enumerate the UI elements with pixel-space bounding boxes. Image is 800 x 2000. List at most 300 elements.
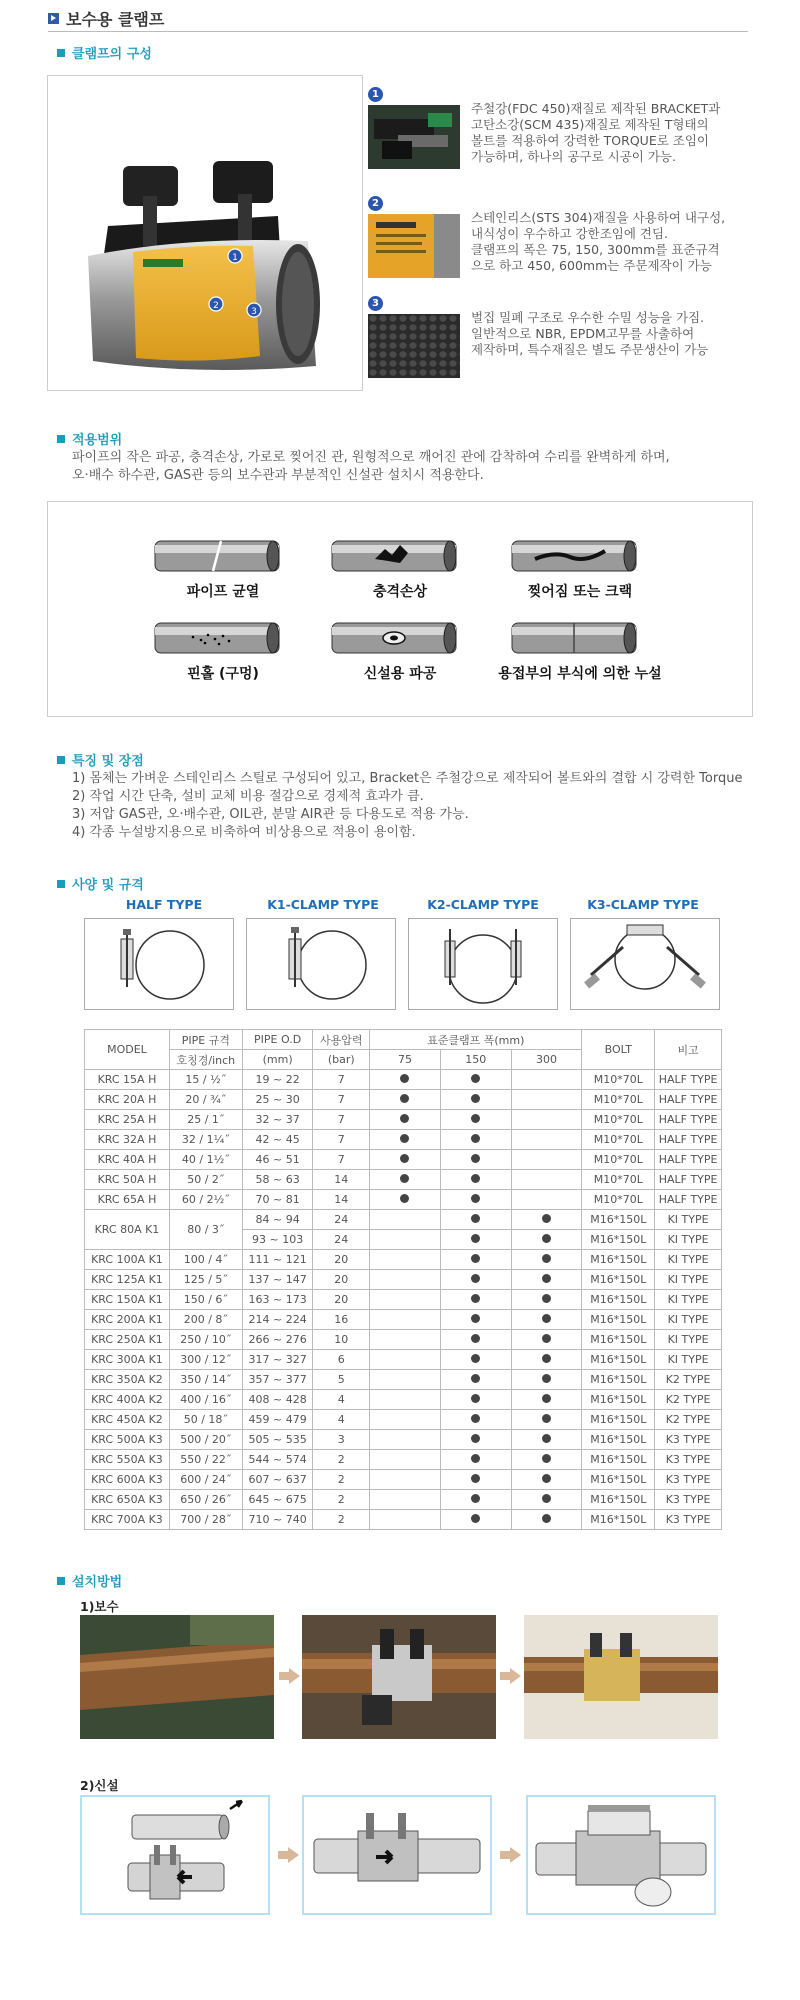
cell-bolt: M16*150L <box>582 1410 655 1430</box>
half-type-diagram <box>84 918 234 1010</box>
composition-item-3 <box>368 296 788 366</box>
table-row <box>85 1190 722 1210</box>
cell-bolt: M16*150L <box>582 1370 655 1390</box>
cell-w75 <box>370 1190 441 1210</box>
type-label-k2: K2-CLAMP TYPE <box>427 897 539 912</box>
cell-w150 <box>440 1210 511 1230</box>
cell-model: KRC 25A H <box>85 1110 170 1130</box>
scope-item-new-tap <box>305 619 495 689</box>
availability-dot-icon <box>471 1154 480 1163</box>
cell-pressure: 7 <box>313 1130 370 1150</box>
composition-item-1 <box>368 87 788 164</box>
cell-note: HALF TYPE <box>655 1090 722 1110</box>
cell-w300 <box>511 1130 582 1150</box>
cell-w300 <box>511 1190 582 1210</box>
cell-pipe-spec: 150 / 6˝ <box>169 1290 242 1310</box>
feature-item-4: 4) 각종 누설방지용으로 비축하여 비상용으로 적용이 용이함. <box>72 825 416 840</box>
cell-w300 <box>511 1390 582 1410</box>
cell-pressure: 7 <box>313 1070 370 1090</box>
cell-pipe-od: 42 ~ 45 <box>242 1130 313 1150</box>
table-row <box>85 1110 722 1130</box>
cell-w300 <box>511 1330 582 1350</box>
step-arrow-icon <box>510 1668 521 1684</box>
cell-pipe-od: 137 ~ 147 <box>242 1270 313 1290</box>
availability-dot-icon <box>542 1414 551 1423</box>
cell-w300 <box>511 1090 582 1110</box>
cell-note: KI TYPE <box>655 1270 722 1290</box>
spec-table <box>84 1029 722 1530</box>
cell-w150 <box>440 1110 511 1130</box>
cell-pipe-spec: 60 / 2½˝ <box>169 1190 242 1210</box>
feature-item-1: 1) 몸체는 가벼운 스테인리스 스틸로 구성되어 있고, Bracket은 주철강으로 제작되어 볼트와의 결합 시 강력한 Torque <box>72 771 743 786</box>
cell-pipe-spec: 100 / 4˝ <box>169 1250 242 1270</box>
cell-model: KRC 250A K1 <box>85 1330 170 1350</box>
k2-type-diagram <box>408 918 558 1010</box>
step-arrow-icon <box>289 1668 300 1684</box>
cell-pipe-od: 93 ~ 103 <box>242 1230 313 1250</box>
availability-dot-icon <box>400 1174 409 1183</box>
cell-w300 <box>511 1290 582 1310</box>
number-badge-1: 1 <box>368 87 383 102</box>
cell-w300 <box>511 1310 582 1330</box>
cell-w150 <box>440 1330 511 1350</box>
cell-bolt: M16*150L <box>582 1390 655 1410</box>
cell-model: KRC 50A H <box>85 1170 170 1190</box>
cell-pipe-od: 408 ~ 428 <box>242 1390 313 1410</box>
cell-pressure: 14 <box>313 1170 370 1190</box>
clamp-product-image <box>48 76 362 390</box>
pipe-crack-icon <box>153 537 283 575</box>
scope-intro: 파이프의 작은 파공, 충격손상, 가로로 찢어진 관, 원형적으로 깨어진 관에 감착하여 수리를 완벽하게 하며, 오·배수 하수관, GAS관 등의 보수관과 부분적인 신설관 설치시 적용한다. <box>72 450 670 483</box>
new-install-diagram-1 <box>80 1795 270 1915</box>
cell-note: HALF TYPE <box>655 1110 722 1130</box>
cell-model: KRC 100A K1 <box>85 1250 170 1270</box>
availability-dot-icon <box>471 1314 480 1323</box>
availability-dot-icon <box>471 1414 480 1423</box>
availability-dot-icon <box>471 1334 480 1343</box>
col-model: MODEL <box>85 1030 170 1070</box>
cell-model: KRC 600A K3 <box>85 1470 170 1490</box>
cell-w75 <box>370 1170 441 1190</box>
scope-label: 파이프 균열 <box>186 584 260 600</box>
cell-pressure: 4 <box>313 1390 370 1410</box>
scope-label: 찢어짐 또는 크랙 <box>527 584 633 600</box>
availability-dot-icon <box>542 1474 551 1483</box>
cell-pipe-spec: 50 / 18˝ <box>169 1410 242 1430</box>
cell-pipe-od: 459 ~ 479 <box>242 1410 313 1430</box>
availability-dot-icon <box>542 1454 551 1463</box>
cell-w150 <box>440 1450 511 1470</box>
cell-pipe-spec: 700 / 28˝ <box>169 1510 242 1530</box>
cell-w150 <box>440 1510 511 1530</box>
marker-1: 1 <box>232 253 238 263</box>
cell-w150 <box>440 1410 511 1430</box>
col-width: 표준클램프 폭(mm) <box>370 1030 582 1050</box>
repair-photo-3 <box>524 1615 718 1739</box>
cell-w300 <box>511 1270 582 1290</box>
section-title-install: 설치방법 <box>57 1571 122 1590</box>
availability-dot-icon <box>471 1294 480 1303</box>
step-label-new: 2)신설 <box>80 1778 119 1793</box>
cell-pressure: 4 <box>313 1410 370 1430</box>
table-row <box>85 1390 722 1410</box>
cell-pressure: 20 <box>313 1270 370 1290</box>
repair-photo-2 <box>302 1615 496 1739</box>
cell-note: KI TYPE <box>655 1350 722 1370</box>
section-square-icon <box>57 1577 65 1585</box>
cell-model: KRC 500A K3 <box>85 1430 170 1450</box>
cell-note: KI TYPE <box>655 1230 722 1250</box>
cell-pressure: 24 <box>313 1210 370 1230</box>
cell-w75 <box>370 1130 441 1150</box>
cell-w75 <box>370 1390 441 1410</box>
cell-w300 <box>511 1250 582 1270</box>
cell-w150 <box>440 1270 511 1290</box>
number-badge-2: 2 <box>368 196 383 211</box>
cell-bolt: M10*70L <box>582 1110 655 1130</box>
cell-w150 <box>440 1150 511 1170</box>
cell-bolt: M16*150L <box>582 1290 655 1310</box>
cell-pressure: 10 <box>313 1330 370 1350</box>
number-badge-3: 3 <box>368 296 383 311</box>
availability-dot-icon <box>400 1154 409 1163</box>
title-bullet-icon <box>48 13 59 24</box>
col-pipe-od-sub: (mm) <box>242 1050 313 1070</box>
cell-bolt: M10*70L <box>582 1070 655 1090</box>
cell-note: K3 TYPE <box>655 1450 722 1470</box>
cell-pipe-spec: 125 / 5˝ <box>169 1270 242 1290</box>
cell-pipe-od: 163 ~ 173 <box>242 1290 313 1310</box>
cell-model: KRC 40A H <box>85 1150 170 1170</box>
page-header <box>48 6 748 32</box>
cell-model: KRC 150A K1 <box>85 1290 170 1310</box>
cell-pipe-od: 58 ~ 63 <box>242 1170 313 1190</box>
cell-pipe-spec: 50 / 2˝ <box>169 1170 242 1190</box>
cell-bolt: M16*150L <box>582 1230 655 1250</box>
step-arrow-icon <box>510 1847 521 1863</box>
col-pipe-od: PIPE O.D <box>242 1030 313 1050</box>
cell-w75 <box>370 1350 441 1370</box>
cell-w75 <box>370 1090 441 1110</box>
availability-dot-icon <box>471 1354 480 1363</box>
cell-model: KRC 32A H <box>85 1130 170 1150</box>
cell-note: KI TYPE <box>655 1330 722 1350</box>
cell-note: KI TYPE <box>655 1210 722 1230</box>
availability-dot-icon <box>471 1374 480 1383</box>
step-label-repair: 1)보수 <box>80 1599 119 1614</box>
k3-type-diagram <box>570 918 720 1010</box>
cell-bolt: M10*70L <box>582 1150 655 1170</box>
cell-w150 <box>440 1130 511 1150</box>
cell-w300 <box>511 1410 582 1430</box>
table-row <box>85 1370 722 1390</box>
availability-dot-icon <box>471 1254 480 1263</box>
availability-dot-icon <box>542 1254 551 1263</box>
availability-dot-icon <box>400 1114 409 1123</box>
cell-pipe-spec: 40 / 1½˝ <box>169 1150 242 1170</box>
table-row <box>85 1470 722 1490</box>
cell-w300 <box>511 1510 582 1530</box>
scope-item-tear <box>485 537 675 607</box>
availability-dot-icon <box>471 1194 480 1203</box>
cell-pipe-spec: 300 / 12˝ <box>169 1350 242 1370</box>
new-install-diagram-2 <box>302 1795 492 1915</box>
availability-dot-icon <box>542 1494 551 1503</box>
cell-model: KRC 80A K1 <box>85 1210 170 1250</box>
table-row <box>85 1330 722 1350</box>
availability-dot-icon <box>542 1374 551 1383</box>
cell-note: HALF TYPE <box>655 1190 722 1210</box>
availability-dot-icon <box>400 1134 409 1143</box>
page-title: 보수용 클램프 <box>66 10 165 29</box>
availability-dot-icon <box>542 1294 551 1303</box>
k1-type-diagram <box>246 918 396 1010</box>
cell-note: HALF TYPE <box>655 1150 722 1170</box>
cell-w150 <box>440 1190 511 1210</box>
section-title-composition: 클램프의 구성 <box>57 43 152 62</box>
availability-dot-icon <box>542 1394 551 1403</box>
availability-dot-icon <box>471 1114 480 1123</box>
cell-pipe-spec: 200 / 8˝ <box>169 1310 242 1330</box>
cell-note: KI TYPE <box>655 1290 722 1310</box>
cell-pipe-od: 32 ~ 37 <box>242 1110 313 1130</box>
cell-w75 <box>370 1510 441 1530</box>
cell-w75 <box>370 1290 441 1310</box>
availability-dot-icon <box>400 1194 409 1203</box>
cell-pressure: 14 <box>313 1190 370 1210</box>
col-note: 비고 <box>655 1030 722 1070</box>
cell-w300 <box>511 1150 582 1170</box>
col-pipe-spec: PIPE 규격 <box>169 1030 242 1050</box>
col-w75: 75 <box>370 1050 441 1070</box>
cell-pressure: 2 <box>313 1510 370 1530</box>
availability-dot-icon <box>400 1094 409 1103</box>
cell-w75 <box>370 1150 441 1170</box>
cell-w300 <box>511 1430 582 1450</box>
availability-dot-icon <box>471 1474 480 1483</box>
cell-w150 <box>440 1370 511 1390</box>
cell-w75 <box>370 1450 441 1470</box>
availability-dot-icon <box>542 1434 551 1443</box>
marker-3: 3 <box>251 307 257 317</box>
table-row <box>85 1290 722 1310</box>
type-label-k3: K3-CLAMP TYPE <box>587 897 699 912</box>
availability-dot-icon <box>471 1174 480 1183</box>
col-w300: 300 <box>511 1050 582 1070</box>
cell-pipe-od: 25 ~ 30 <box>242 1090 313 1110</box>
cell-w150 <box>440 1470 511 1490</box>
cell-pipe-od: 19 ~ 22 <box>242 1070 313 1090</box>
cell-pipe-spec: 15 / ½˝ <box>169 1070 242 1090</box>
cell-pressure: 2 <box>313 1470 370 1490</box>
availability-dot-icon <box>471 1434 480 1443</box>
section-square-icon <box>57 435 65 443</box>
cell-model: KRC 200A K1 <box>85 1310 170 1330</box>
cell-pipe-od: 111 ~ 121 <box>242 1250 313 1270</box>
col-pipe-spec-sub: 호칭경/inch <box>169 1050 242 1070</box>
cell-model: KRC 125A K1 <box>85 1270 170 1290</box>
cell-w75 <box>370 1430 441 1450</box>
col-w150: 150 <box>440 1050 511 1070</box>
cell-pressure: 7 <box>313 1150 370 1170</box>
cell-w75 <box>370 1470 441 1490</box>
cell-w150 <box>440 1310 511 1330</box>
cell-w300 <box>511 1070 582 1090</box>
cell-pipe-spec: 80 / 3˝ <box>169 1210 242 1250</box>
pipe-weld-icon <box>510 619 640 657</box>
scope-item-weld-leak <box>485 619 675 689</box>
availability-dot-icon <box>471 1234 480 1243</box>
table-row <box>85 1450 722 1470</box>
pipe-tear-icon <box>510 537 640 575</box>
cell-model: KRC 450A K2 <box>85 1410 170 1430</box>
cell-w75 <box>370 1370 441 1390</box>
cell-pipe-spec: 32 / 1¼˝ <box>169 1130 242 1150</box>
cell-w300 <box>511 1350 582 1370</box>
cell-pressure: 5 <box>313 1370 370 1390</box>
composition-text-2: 스테인리스(STS 304)재질을 사용하여 내구성, 내식성이 우수하고 강한조임에 견딤. 클램프의 폭은 75, 150, 300mm를 표준규격 으로 하고 450, 600mm는 주문제작이 가능 <box>471 210 726 273</box>
section-square-icon <box>57 756 65 764</box>
section-title-features: 특징 및 장점 <box>57 750 144 769</box>
cell-w150 <box>440 1070 511 1090</box>
cell-bolt: M16*150L <box>582 1310 655 1330</box>
cell-w150 <box>440 1170 511 1190</box>
section-title-specs: 사양 및 규격 <box>57 874 144 893</box>
availability-dot-icon <box>471 1394 480 1403</box>
cell-w75 <box>370 1270 441 1290</box>
availability-dot-icon <box>542 1234 551 1243</box>
cell-bolt: M16*150L <box>582 1450 655 1470</box>
bracket-thumbnail <box>368 105 460 169</box>
scope-label: 신설용 파공 <box>363 666 437 682</box>
composition-item-2 <box>368 196 788 273</box>
table-row <box>85 1210 722 1230</box>
cell-pipe-od: 645 ~ 675 <box>242 1490 313 1510</box>
availability-dot-icon <box>471 1454 480 1463</box>
cell-w150 <box>440 1090 511 1110</box>
scope-label: 핀홀 (구멍) <box>187 666 259 682</box>
cell-w150 <box>440 1390 511 1410</box>
table-row <box>85 1510 722 1530</box>
availability-dot-icon <box>471 1274 480 1283</box>
cell-bolt: M10*70L <box>582 1170 655 1190</box>
availability-dot-icon <box>542 1354 551 1363</box>
cell-note: K2 TYPE <box>655 1410 722 1430</box>
table-row <box>85 1350 722 1370</box>
cell-w150 <box>440 1290 511 1310</box>
cell-note: K3 TYPE <box>655 1470 722 1490</box>
cell-pipe-od: 544 ~ 574 <box>242 1450 313 1470</box>
cell-pressure: 16 <box>313 1310 370 1330</box>
table-row <box>85 1270 722 1290</box>
cell-note: HALF TYPE <box>655 1130 722 1150</box>
table-row <box>85 1490 722 1510</box>
cell-pipe-spec: 25 / 1˝ <box>169 1110 242 1130</box>
cell-model: KRC 65A H <box>85 1190 170 1210</box>
table-row <box>85 1430 722 1450</box>
cell-w75 <box>370 1110 441 1130</box>
cell-w75 <box>370 1210 441 1230</box>
cell-pressure: 24 <box>313 1230 370 1250</box>
cell-pipe-od: 607 ~ 637 <box>242 1470 313 1490</box>
cell-w150 <box>440 1490 511 1510</box>
availability-dot-icon <box>471 1494 480 1503</box>
scope-label: 충격손상 <box>372 584 428 600</box>
cell-pressure: 2 <box>313 1450 370 1470</box>
cell-w150 <box>440 1230 511 1250</box>
pipe-pinhole-icon <box>153 619 283 657</box>
cell-w150 <box>440 1430 511 1450</box>
table-row <box>85 1410 722 1430</box>
cell-w300 <box>511 1370 582 1390</box>
feature-item-2: 2) 작업 시간 단축, 설비 교체 비용 절감으로 경제적 효과가 큼. <box>72 789 424 804</box>
scope-illustration-box <box>47 501 753 717</box>
availability-dot-icon <box>542 1274 551 1283</box>
cell-pipe-spec: 350 / 14˝ <box>169 1370 242 1390</box>
cell-model: KRC 700A K3 <box>85 1510 170 1530</box>
step-arrow-icon <box>288 1847 299 1863</box>
cell-bolt: M16*150L <box>582 1430 655 1450</box>
marker-2: 2 <box>213 301 219 311</box>
cell-note: KI TYPE <box>655 1310 722 1330</box>
cell-pipe-spec: 650 / 26˝ <box>169 1490 242 1510</box>
cell-model: KRC 400A K2 <box>85 1390 170 1410</box>
cell-w300 <box>511 1490 582 1510</box>
cell-bolt: M16*150L <box>582 1270 655 1290</box>
cell-w300 <box>511 1210 582 1230</box>
cell-w300 <box>511 1110 582 1130</box>
cell-pipe-od: 505 ~ 535 <box>242 1430 313 1450</box>
cell-w75 <box>370 1070 441 1090</box>
table-row <box>85 1090 722 1110</box>
col-pressure: 사용압력 <box>313 1030 370 1050</box>
availability-dot-icon <box>542 1334 551 1343</box>
cell-model: KRC 550A K3 <box>85 1450 170 1470</box>
cell-pipe-spec: 600 / 24˝ <box>169 1470 242 1490</box>
cell-pipe-od: 70 ~ 81 <box>242 1190 313 1210</box>
cell-bolt: M10*70L <box>582 1190 655 1210</box>
table-row <box>85 1310 722 1330</box>
cell-pipe-spec: 500 / 20˝ <box>169 1430 242 1450</box>
cell-w75 <box>370 1250 441 1270</box>
cell-pipe-od: 46 ~ 51 <box>242 1150 313 1170</box>
cell-w300 <box>511 1450 582 1470</box>
cell-pipe-spec: 400 / 16˝ <box>169 1390 242 1410</box>
pipe-impact-icon <box>330 537 460 575</box>
cell-bolt: M16*150L <box>582 1350 655 1370</box>
cell-model: KRC 20A H <box>85 1090 170 1110</box>
cell-w75 <box>370 1410 441 1430</box>
cell-w75 <box>370 1330 441 1350</box>
cell-pressure: 6 <box>313 1350 370 1370</box>
availability-dot-icon <box>471 1214 480 1223</box>
cell-pipe-od: 317 ~ 327 <box>242 1350 313 1370</box>
cell-note: HALF TYPE <box>655 1170 722 1190</box>
section-title-scope: 적용범위 <box>57 429 122 448</box>
table-row <box>85 1170 722 1190</box>
table-row <box>85 1250 722 1270</box>
type-label-k1: K1-CLAMP TYPE <box>267 897 379 912</box>
cell-pipe-od: 84 ~ 94 <box>242 1210 313 1230</box>
availability-dot-icon <box>471 1094 480 1103</box>
cell-bolt: M16*150L <box>582 1510 655 1530</box>
cell-w75 <box>370 1230 441 1250</box>
cell-w75 <box>370 1490 441 1510</box>
col-bolt: BOLT <box>582 1030 655 1070</box>
availability-dot-icon <box>400 1074 409 1083</box>
cell-pressure: 2 <box>313 1490 370 1510</box>
cell-bolt: M16*150L <box>582 1490 655 1510</box>
